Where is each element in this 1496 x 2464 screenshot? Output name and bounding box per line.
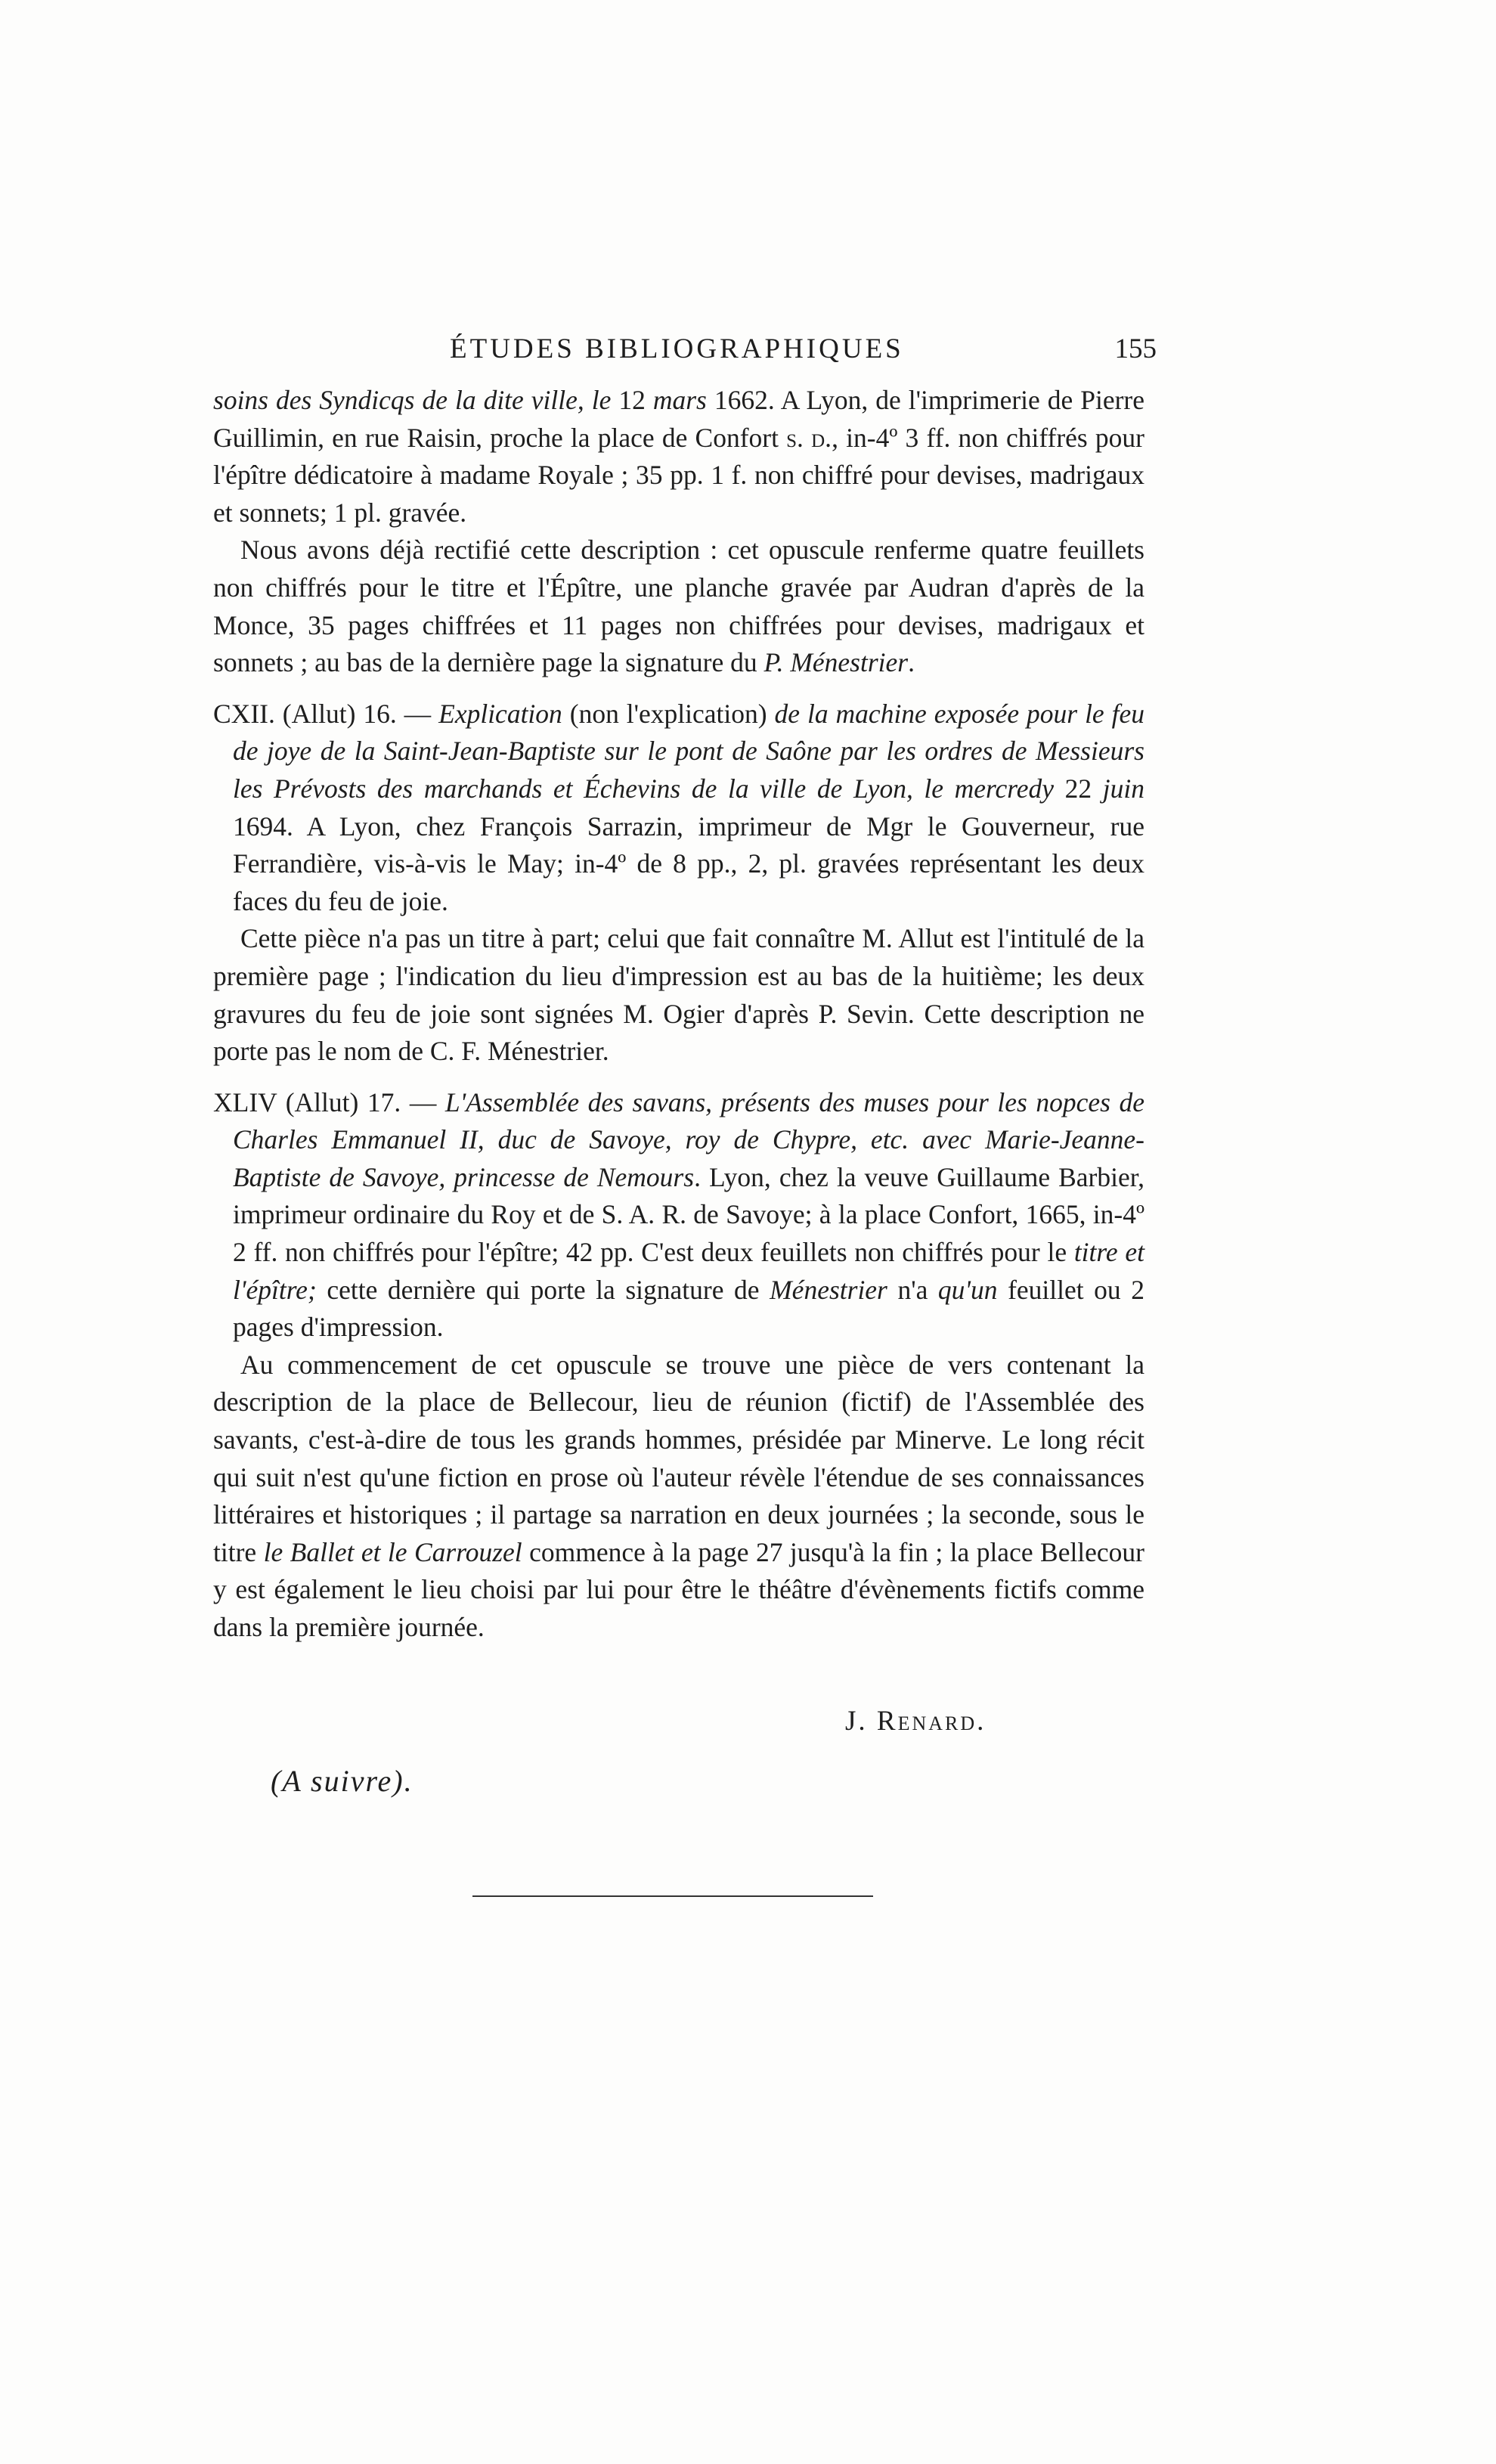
author-signature: J. Renard. [845, 1706, 986, 1737]
paragraph-commentary: Au commencement de cet opuscule se trouve une pièce de vers contenant la description de la place de Bellecour, lieu de réunion (fictif) de l'Assemblée des savants, c'est-à-dire de tous les grands hommes, présidée par Minerve. Le long récit qui suit n'est qu'une fiction en prose où l'auteur révèle l'étendue de ses connaissances littéraires et historiques ; il partage sa narration en deux journées ; la seconde, sous le titre le Ballet et le Carrouzel commence à la page 27 jusqu'à la fin ; la place Bellecour y est également le lieu choisi par lui pour être le théâtre d'évènements fictifs comme dans la première journée. [213, 1349, 1145, 1642]
page-header [219, 333, 1157, 378]
paragraph-entry-cxii: CXII. (Allut) 16. — Explication (non l'explication) de la machine exposée pour le feu de joye de la Saint-Jean-Baptiste sur le pont de Saône par les ordres de Messieurs les Prévosts des marchands et Échevins de la ville de Lyon, le mercredy 22 juin 1694. A Lyon, chez François Sarrazin, imprimeur de Mgr le Gouverneur, rue Ferrandière, vis-à-vis le May; in-4º de 8 pp., 2, pl. gravées représentant les deux faces du feu de joie. [213, 698, 1145, 916]
paragraph-entry-continuation: soins des Syndicqs de la dite ville, le 12 mars 1662. A Lyon, de l'imprimerie de Pierre Guillimin, en rue Raisin, proche la place de Confort s. d., in-4º 3 ff. non chiffrés pour l'épître dédicatoire à madame Royale ; 35 pp. 1 f. non chiffré pour devises, madrigaux et sonnets; 1 pl. gravée. [213, 385, 1145, 528]
main-text [213, 382, 1144, 1647]
closing-rule [472, 1895, 873, 1897]
running-title: ÉTUDES BIBLIOGRAPHIQUES [450, 333, 904, 364]
paragraph-commentary: Cette pièce n'a pas un titre à part; celui que fait connaître M. Allut est l'intitulé de la première page ; l'indication du lieu d'impression est au bas de la huitième; les deux gravures du feu de joie sont signées M. Ogier d'après P. Sevin. Cette description ne porte pas le nom de C. F. Ménestrier. [213, 923, 1144, 1067]
paragraph-commentary: Nous avons déjà rectifié cette description : cet opuscule renferme quatre feuillets non chiffrés pour le titre et l'Épître, une planche gravée par Audran d'après de la Monce, 35 pages chiffrées et 11 pages non chiffrées pour devises, madrigaux et sonnets ; au bas de la dernière page la signature du P. Ménestrier. [213, 535, 1144, 678]
page-number: 155 [1114, 333, 1157, 364]
paragraph-entry-xliv: XLIV (Allut) 17. — L'Assemblée des savans, présents des muses pour les nopces de Charles Emmanuel II, duc de Savoye, roy de Chypre, etc. avec Marie-Jeanne-Baptiste de Savoye, princesse de Nemours. Lyon, chez la veuve Guillaume Barbier, imprimeur ordinaire du Roy et de S. A. R. de Savoye; à la place Confort, 1665, in-4º 2 ff. non chiffrés pour l'épître; 42 pp. C'est deux feuillets non chiffrés pour le titre et l'épître; cette dernière qui porte la signature de Ménestrier n'a qu'un feuillet ou 2 pages d'impression. [213, 1086, 1144, 1343]
to-be-continued-note: (A suivre). [271, 1764, 413, 1798]
